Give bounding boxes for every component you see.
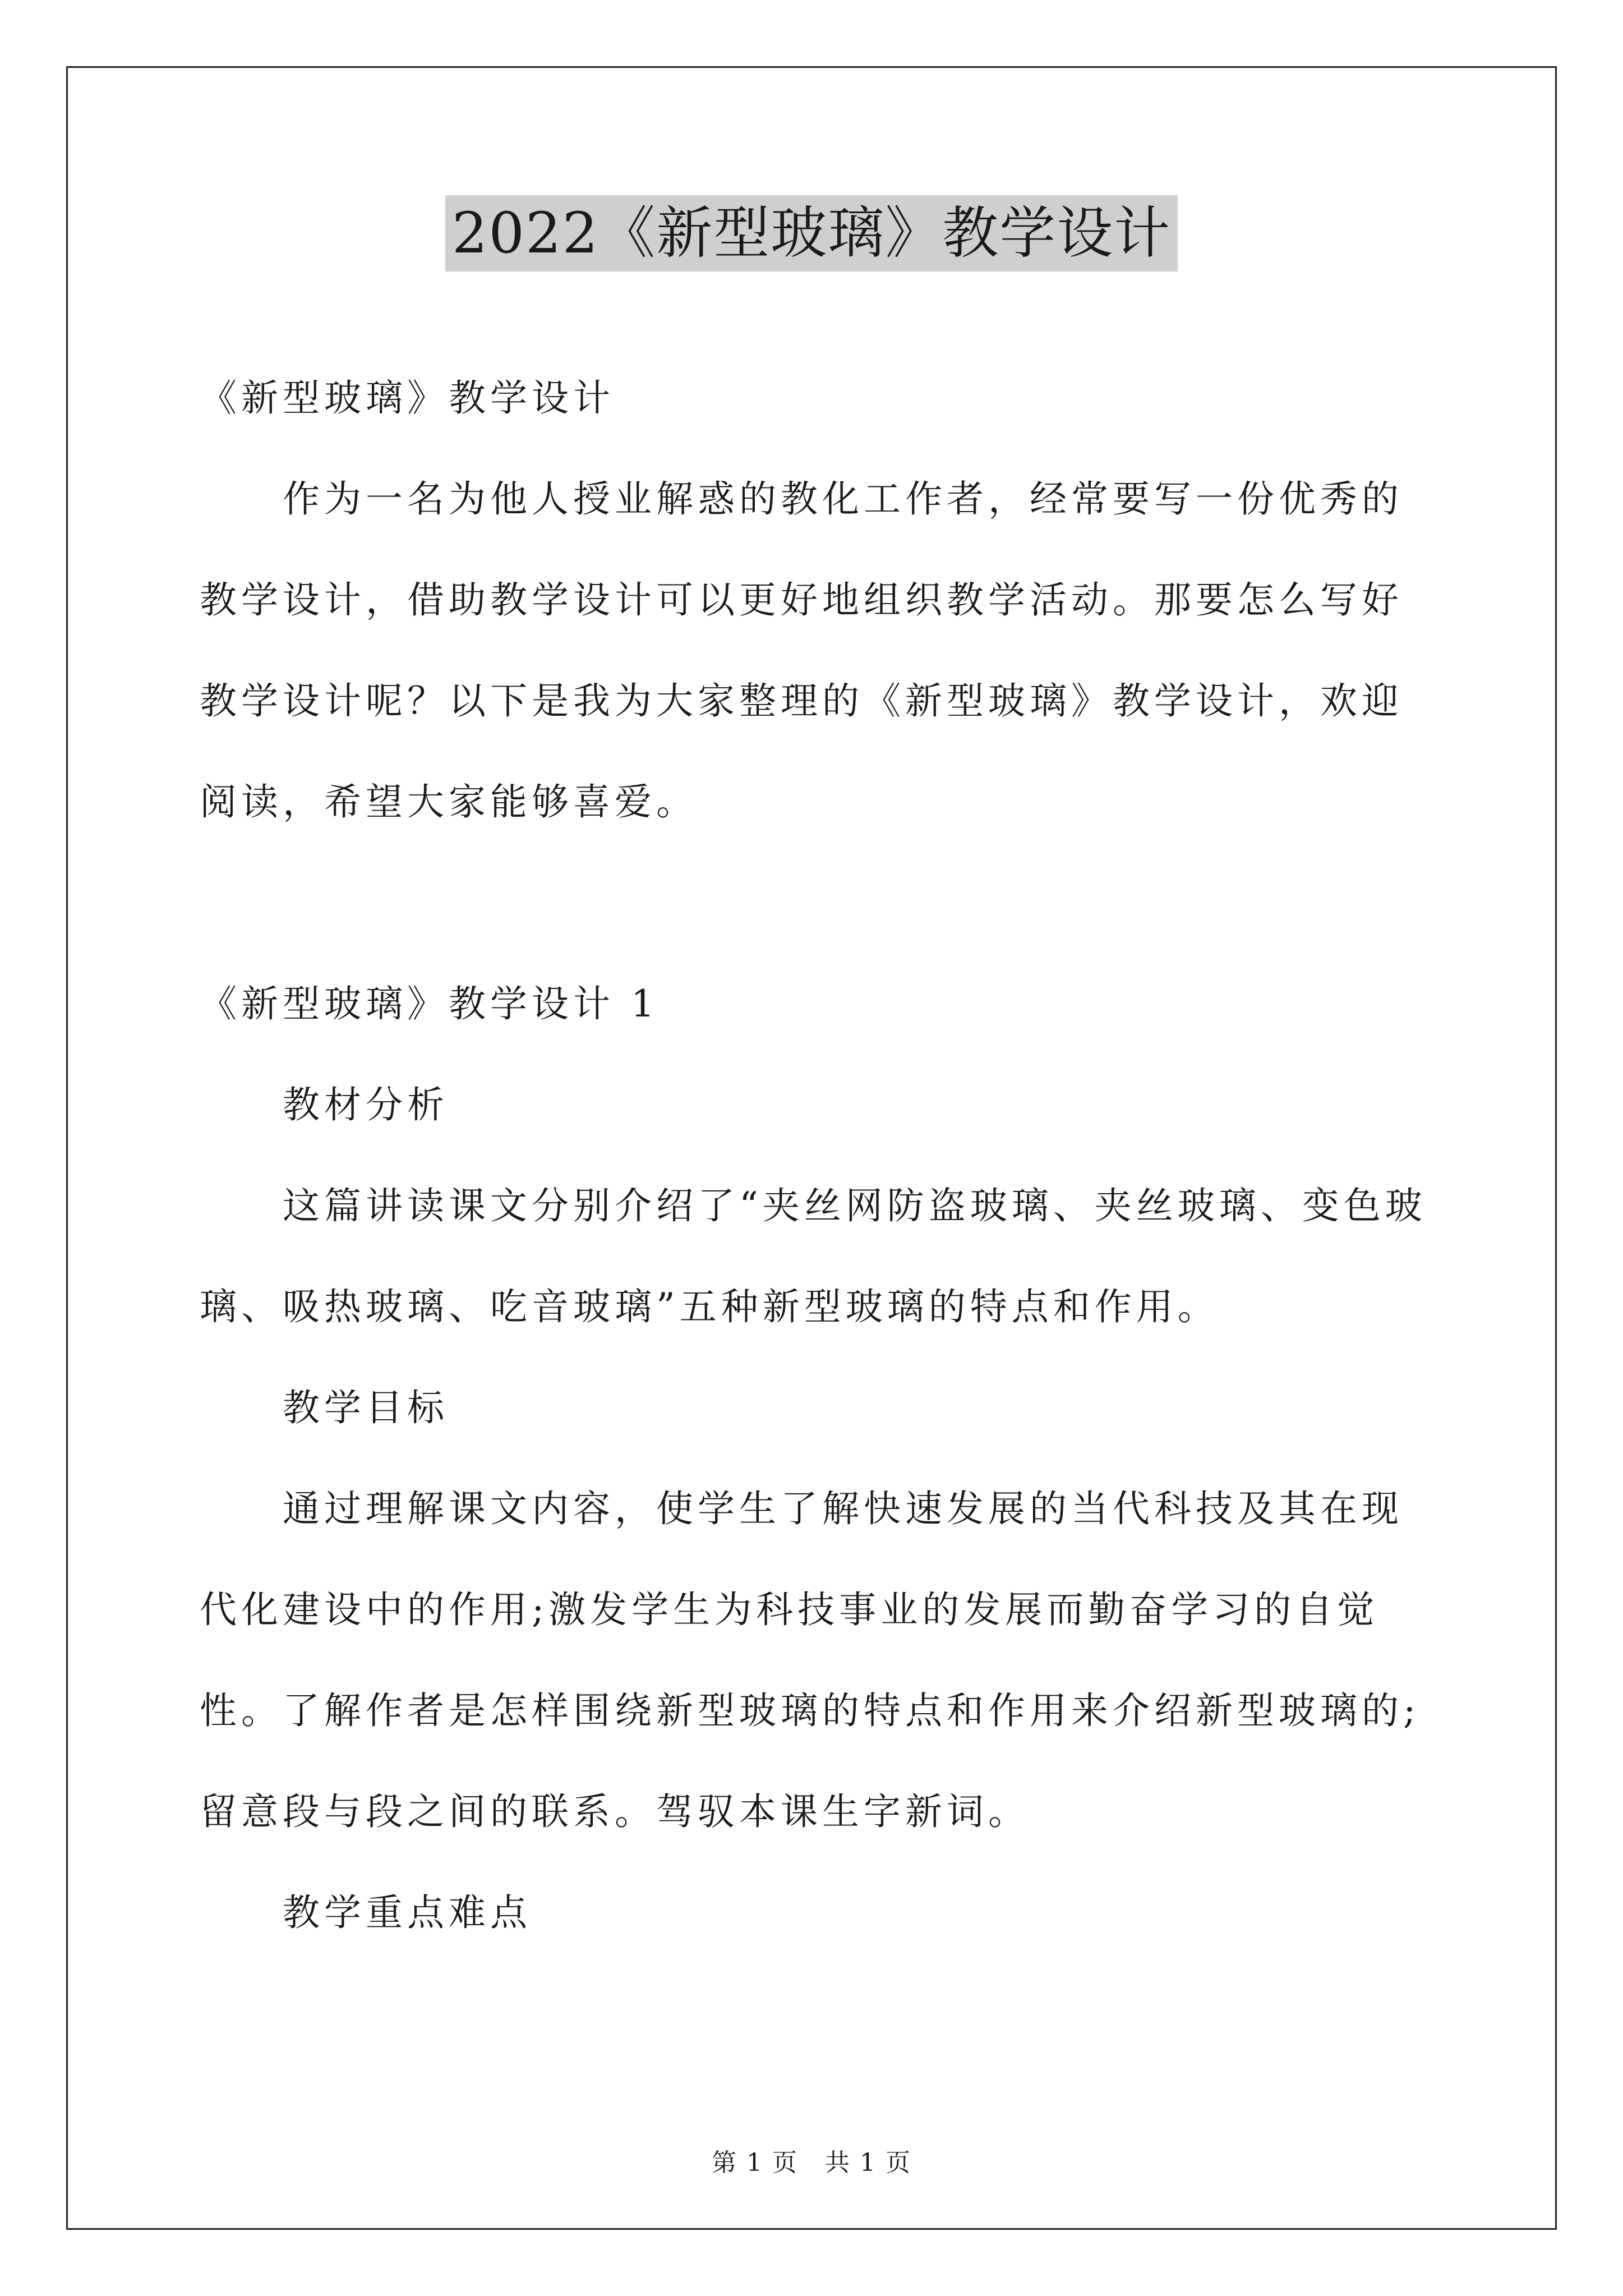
page-number-total: 共 1 页 (825, 2148, 911, 2177)
teaching-goals-paragraph: 通过理解课文内容，使学生了解快速发展的当代科技及其在现代化建设中的作用;激发学生为科技事业的发展而勤奋学习的自觉性。了解作者是怎样围绕新型玻璃的特点和作用来介绍新型玻璃的;留意段与段之间的联系。驾驭本课生字新词。 (200, 1487, 1421, 1833)
title-container (0, 195, 1623, 272)
heading-key-difficult-points: 教学重点难点 (283, 1891, 532, 1934)
heading-teaching-goals: 教学目标 (283, 1386, 449, 1429)
document-body (200, 348, 1433, 1963)
page-footer (0, 2146, 1623, 2180)
section-heading-1: 《新型玻璃》教学设计 1 (200, 982, 659, 1025)
intro-paragraph: 作为一名为他人授业解惑的教化工作者，经常要写一份优秀的教学设计，借助教学设计可以更好地组织教学活动。那要怎么写好教学设计呢？以下是我为大家整理的《新型玻璃》教学设计，欢迎阅读，希望大家能够喜爱。 (200, 477, 1403, 823)
document-title: 2022《新型玻璃》教学设计 (445, 195, 1178, 272)
material-analysis-paragraph: 这篇讲读课文分别介绍了“夹丝网防盗玻璃、夹丝玻璃、变色玻璃、吸热玻璃、吃音玻璃”五种新型玻璃的特点和作用。 (200, 1184, 1427, 1328)
page-number-current: 第 1 页 (712, 2148, 798, 2177)
heading-teaching-material-analysis: 教材分析 (283, 1083, 449, 1126)
subtitle-paragraph: 《新型玻璃》教学设计 (200, 376, 615, 420)
